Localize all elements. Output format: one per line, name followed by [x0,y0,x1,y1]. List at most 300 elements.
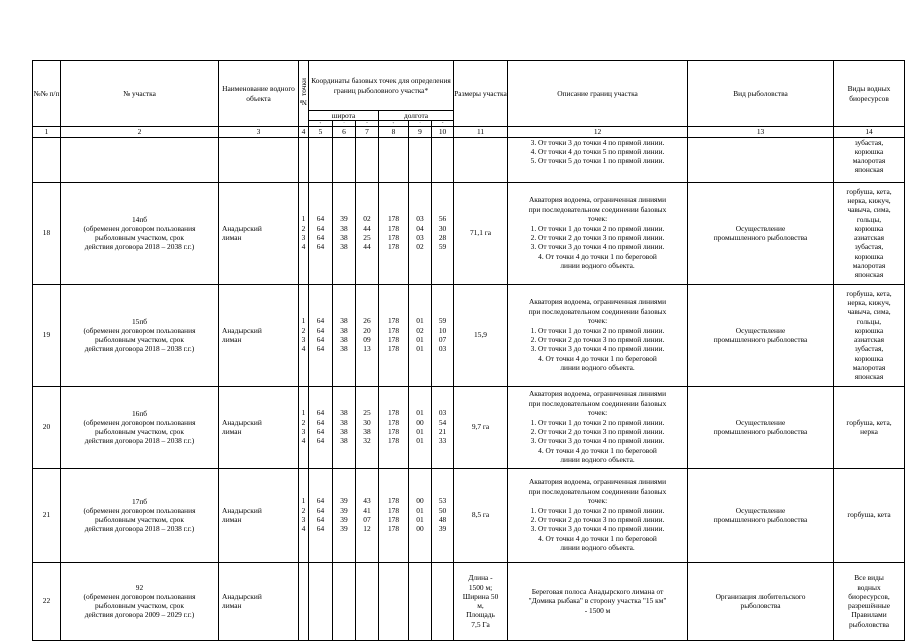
coordinate-value: 01 [416,344,424,354]
column-number: 11 [454,127,508,137]
coordinate-value: 53 [438,496,447,506]
coordinate-value: 54 [438,417,447,427]
coordinate-value: 178 [387,436,400,446]
plot-name [61,182,219,284]
fishing-line: Осуществление [735,505,786,515]
coordinate-value: 178 [387,496,400,506]
fishing-line: рыболовства [740,601,781,610]
lat-min-cell [333,562,356,640]
coordinate-value: 178 [387,242,400,252]
coordinate-value: 03 [416,214,424,224]
plot-line: (обременен договором пользования [83,223,196,233]
water-body [219,562,299,640]
plot-line: (обременен договором пользования [83,417,196,427]
size-line: 7,5 Га [471,619,490,629]
coordinate-value: 38 [340,316,348,326]
plot-line: рыболовным участком, срок [95,335,184,344]
coordinate-value: 64 [316,524,325,534]
boundary-description [508,468,688,562]
size-line: 9,7 га [471,422,490,432]
point-number: 3 [301,233,306,242]
description-line: точек: [587,316,608,326]
species-line: горбуша, кета, [846,186,892,196]
coordinate-value: 59 [438,242,447,252]
continuation-species [834,137,905,182]
fishing-line: промышленного рыболовства [713,335,808,344]
header-latitude: широта [309,111,379,121]
coordinate-value: 01 [416,316,424,326]
coordinate-value: 01 [416,505,424,515]
coordinate-value: 00 [416,496,424,506]
species-line: малоротая [852,362,886,372]
coordinate-value: 10 [438,325,447,335]
water-body [219,182,299,284]
coordinate-value: 64 [316,436,325,446]
coordinate-value: 38 [340,223,348,233]
plot-line: (обременен договором пользования [83,325,196,335]
coordinate-value: 38 [340,325,348,335]
lat-deg-cell [309,468,333,562]
description-line: 5. От точки 5 до точки 1 по прямой линии. [530,156,665,166]
description-line: 3. От точки 3 до точки 4 по прямой линии. [530,436,665,446]
table-row [33,182,905,284]
species-line: гольцы, [856,214,882,224]
fishing-line: Осуществление [735,325,786,335]
lon-deg-cell [379,562,409,640]
point-number: 3 [301,515,306,524]
water-body [219,468,299,562]
coordinate-value: 64 [316,214,325,224]
table-row [33,468,905,562]
lat-deg-cell [309,284,333,386]
coordinate-value: 38 [340,417,348,427]
lat-sec-cell [356,468,379,562]
coordinate-value: 178 [387,214,400,224]
species-line: японская [854,270,884,279]
description-line: при последовательном соединении базовых [528,398,667,408]
species-line: малоротая [852,156,886,165]
size-line: 8,5 га [471,510,490,520]
coordinate-value: 04 [416,223,424,233]
coordinate-value: 02 [416,325,424,335]
species-list [834,468,905,562]
species-line: японская [854,165,884,175]
plot-line: действия договора 2018 – 2038 г.г.) [84,344,195,354]
coordinate-value: 38 [340,335,348,344]
description-line: при последовательном соединении базовых [528,486,667,496]
column-number: 13 [688,127,834,137]
lon-deg-cell [379,182,409,284]
header-fishing-type: Вид рыболовства [688,61,834,127]
continuation-row [33,137,905,182]
column-number: 2 [61,127,219,137]
row-number: 20 [33,386,61,468]
fishing-type [688,182,834,284]
coordinate-value: 64 [316,427,325,436]
coordinate-value: 64 [316,316,325,326]
column-numbers-row [33,127,905,137]
coordinate-value: 25 [363,408,371,418]
size-line: 1500 м; [468,582,493,592]
plot-line: 17пб [131,496,148,506]
coordinate-value: 44 [363,242,371,252]
species-list [834,182,905,284]
coordinate-value: 38 [340,408,348,418]
description-line: - 1500 м [584,605,611,615]
water-body [219,284,299,386]
column-number: 5 [309,127,333,137]
coordinate-value: 39 [340,496,348,506]
species-line: нерка, кижуч, [847,298,891,307]
coordinate-value: 02 [416,242,424,252]
column-number: 7 [356,127,379,137]
water-line: лиман [222,515,242,524]
lon-min-cell [409,386,432,468]
coordinate-value: 39 [340,524,348,534]
species-line: азиатская [854,233,885,242]
species-line: нерка [860,427,878,436]
coordinate-value: 00 [416,417,424,427]
description-line: 2. От точки 2 до точки 3 по прямой линии. [530,515,665,524]
lon-deg-cell [379,386,409,468]
coordinate-value: 39 [340,505,348,515]
coordinate-value: 20 [363,325,371,335]
plot-line: рыболовным участком, срок [95,427,184,436]
points-cell [299,182,309,284]
column-number: 9 [409,127,432,137]
unit-lat-sec: " [356,121,379,127]
coordinate-value: 56 [438,214,447,224]
coordinate-value: 38 [340,242,348,252]
lon-sec-cell [432,468,454,562]
unit-lon-min: ' [409,121,432,127]
coordinate-value: 64 [316,515,325,524]
coordinate-value: 178 [387,524,400,534]
description-line: 4. От точки 4 до точки 1 по береговой [538,251,657,261]
coordinate-value: 39 [438,524,447,534]
coordinate-value: 178 [387,335,400,344]
column-number: 10 [432,127,454,137]
fishing-line: промышленного рыболовства [713,427,808,436]
unit-lon-deg: º [379,121,409,127]
points-cell [299,468,309,562]
points-cell [299,386,309,468]
point-number: 2 [301,505,306,515]
coordinate-value: 26 [363,316,371,326]
water-line: лиман [222,427,242,436]
coordinate-value: 64 [316,325,325,335]
coordinate-value: 64 [316,233,325,242]
unit-lat-min: ' [333,121,356,127]
boundary-description [508,386,688,468]
coordinate-value: 50 [438,505,447,515]
lat-sec-cell [356,284,379,386]
plot-size [454,562,508,640]
description-line: 3. От точки 3 до точки 4 по прямой линии. [530,524,665,534]
species-line: водных [857,582,881,592]
lat-sec-cell [356,386,379,468]
description-line: 1. От точки 1 до точки 2 по прямой линии. [530,505,665,515]
species-line: корюшка [854,223,884,233]
description-line: 3. От точки 3 до точки 4 по прямой линии. [530,344,665,354]
water-line: Анадырский [222,223,262,233]
column-number: 8 [379,127,409,137]
description-line: точек: [587,408,608,418]
coordinate-value: 178 [387,417,400,427]
plot-line: 14пб [131,214,148,224]
description-line: точек: [587,214,608,224]
species-line: биоресурсов, [848,591,890,601]
plot-name [61,386,219,468]
size-line: Площадь [466,610,495,620]
header-longitude: долгота [379,111,454,121]
description-line: 2. От точки 2 до точки 3 по прямой линии. [530,335,665,344]
coordinate-value: 00 [416,524,424,534]
description-line: при последовательном соединении базовых [528,306,667,316]
description-line: 2. От точки 2 до точки 3 по прямой линии. [530,427,665,436]
points-cell [299,562,309,640]
coordinate-value: 43 [363,496,371,506]
species-line: зубастая, [854,137,884,147]
lat-sec-cell [356,182,379,284]
species-line: японская [854,372,884,381]
coordinate-value: 178 [387,505,400,515]
header-coordinates: Координаты базовых точек для определения границ рыболовного участка* [309,61,454,111]
water-body [219,386,299,468]
coordinate-value: 13 [363,344,371,354]
column-number: 1 [33,127,61,137]
coordinate-value: 32 [363,436,371,446]
column-number: 6 [333,127,356,137]
species-line: горбуша, кета, [846,417,892,427]
point-number: 4 [301,436,306,446]
coordinate-value: 64 [316,496,325,506]
coordinate-value: 09 [363,335,371,344]
coordinate-value: 38 [340,233,348,242]
description-line: линии водного объекта. [560,363,635,373]
plot-line: (обременен договором пользования [83,505,196,515]
lon-sec-cell [432,562,454,640]
column-number: 14 [834,127,905,137]
species-line: корюшка [854,146,884,156]
header-plot-number: № участка [61,61,219,127]
description-line: точек: [587,496,608,506]
coordinate-value: 07 [363,515,371,524]
point-number: 1 [301,496,306,506]
plot-name [61,284,219,386]
species-line: Все виды [854,573,884,583]
coordinate-value: 03 [438,408,447,418]
species-line: малоротая [852,260,886,270]
water-line: Анадырский [222,505,262,515]
unit-lon-sec: " [432,121,454,127]
size-line: Ширина 50 [462,591,499,601]
coordinate-value: 178 [387,325,400,335]
description-line: 1. От точки 1 до точки 2 по прямой линии. [530,223,665,233]
row-number: 18 [33,182,61,284]
header-row-number: №№ п/п [33,61,61,127]
coordinate-value: 178 [387,223,400,233]
lon-sec-cell [432,284,454,386]
species-line: корюшка [854,353,884,363]
unit-lat-deg: º [309,121,333,127]
fishing-type [688,468,834,562]
lat-deg-cell [309,182,333,284]
plot-size [454,386,508,468]
coordinate-value: 12 [363,524,371,534]
fishing-type [688,562,834,640]
header-boundary-description: Описание границ участка [508,61,688,127]
coordinate-value: 07 [438,335,447,344]
column-number: 4 [299,127,309,137]
species-line: горбуша, кета, [846,288,892,298]
coordinate-value: 28 [438,233,447,242]
header-species: Виды водных биоресурсов [834,61,905,127]
coordinate-value: 33 [438,436,447,446]
lat-min-cell [333,284,356,386]
point-number: 4 [301,344,306,354]
species-line: Правилами [851,610,887,620]
column-number: 12 [508,127,688,137]
header-point-number: № точки [299,61,309,127]
description-line: 4. От точки 4 до точки 5 по прямой линии. [530,146,665,156]
points-cell [299,284,309,386]
species-line: гольцы, [856,316,882,326]
coordinate-value: 03 [438,344,447,354]
species-line: чавыча, сима, [847,307,891,317]
description-line: Акватория водоема, ограниченная линиями [528,389,667,399]
coordinate-value: 02 [363,214,371,224]
coordinate-value: 01 [416,335,424,344]
point-number: 1 [301,214,306,224]
plot-line: 16пб [131,408,148,418]
lon-sec-cell [432,386,454,468]
coordinate-value: 64 [316,335,325,344]
plot-line: рыболовным участком, срок [95,601,184,610]
species-line: нерка, кижуч, [847,196,891,205]
fishing-line: Осуществление [735,417,786,427]
coordinate-value: 21 [438,427,447,436]
description-line: линии водного объекта. [560,261,635,271]
coordinate-value: 41 [363,505,371,515]
plot-name [61,562,219,640]
header-plot-size: Размеры участка [454,61,508,127]
species-line: зубастая, [854,242,884,252]
species-line: зубастая, [854,344,884,354]
plot-line: 15пб [131,316,148,326]
lon-min-cell [409,468,432,562]
plot-line: действия договора 2018 – 2038 г.г.) [84,436,195,446]
fishing-line: промышленного рыболовства [713,233,808,242]
table-row [33,284,905,386]
fishing-type [688,284,834,386]
species-line: рыболовства [849,619,890,629]
description-line: Акватория водоема, ограниченная линиями [528,297,667,307]
description-line: 1. От точки 1 до точки 2 по прямой линии. [530,417,665,427]
coordinate-value: 01 [416,408,424,418]
coordinate-value: 64 [316,417,325,427]
water-line: Анадырский [222,417,262,427]
description-line: 3. От точки 3 до точки 4 по прямой линии. [530,137,665,147]
table-row [33,386,905,468]
species-line: чавыча, сима, [847,205,891,215]
fishing-line: промышленного рыболовства [713,515,808,524]
lon-min-cell [409,182,432,284]
row-number: 22 [33,562,61,640]
lon-deg-cell [379,468,409,562]
water-line: лиман [222,601,242,610]
coordinate-value: 59 [438,316,447,326]
register-sheet [32,60,892,641]
species-list [834,284,905,386]
fishing-type [688,386,834,468]
plot-size [454,284,508,386]
coordinate-value: 64 [316,242,325,252]
coordinate-value: 178 [387,408,400,418]
water-line: Анадырский [222,591,262,601]
coordinate-value: 38 [340,427,348,436]
coordinate-value: 64 [316,223,325,233]
plot-name [61,468,219,562]
point-number: 3 [301,427,306,436]
plot-size [454,468,508,562]
coordinate-value: 48 [438,515,447,524]
coordinate-value: 64 [316,408,325,418]
point-number: 4 [301,242,306,252]
plot-line: рыболовным участком, срок [95,515,184,524]
column-number: 3 [219,127,299,137]
coordinate-value: 38 [363,427,371,436]
description-line: Акватория водоема, ограниченная линиями [528,195,667,205]
lon-min-cell [409,284,432,386]
coordinate-value: 178 [387,233,400,242]
continuation-description [508,137,688,182]
point-number: 4 [301,524,306,534]
description-line: 1. От точки 1 до точки 2 по прямой линии. [530,325,665,335]
plot-line: (обременен договором пользования [83,591,196,601]
fishing-line: Осуществление [735,223,786,233]
lat-min-cell [333,182,356,284]
coordinate-value: 178 [387,316,400,326]
description-line: линии водного объекта. [560,455,635,465]
lat-sec-cell [356,562,379,640]
coordinate-value: 30 [438,223,447,233]
header-water-body: Наименование водного объекта [219,61,299,127]
boundary-description [508,182,688,284]
plot-line: рыболовным участком, срок [95,233,184,242]
coordinate-value: 01 [416,515,424,524]
description-line: 3. От точки 3 до точки 4 по прямой линии. [530,242,665,252]
description-line: Акватория водоема, ограниченная линиями [528,477,667,487]
fishing-plots-table [32,60,905,641]
row-number: 19 [33,284,61,386]
plot-size [454,182,508,284]
description-line: 2. От точки 2 до точки 3 по прямой линии. [530,233,665,242]
species-line: разрешённые [848,601,891,610]
species-line: горбуша, кета [847,510,891,520]
coordinate-value: 64 [316,505,325,515]
lat-deg-cell [309,386,333,468]
coordinate-value: 178 [387,427,400,436]
water-line: Анадырский [222,325,262,335]
species-list [834,386,905,468]
coordinate-value: 44 [363,223,371,233]
size-line: м, [477,601,484,610]
coordinate-value: 38 [340,436,348,446]
coordinate-value: 39 [340,214,348,224]
plot-line: 92 [135,582,144,592]
point-number: 3 [301,335,306,344]
